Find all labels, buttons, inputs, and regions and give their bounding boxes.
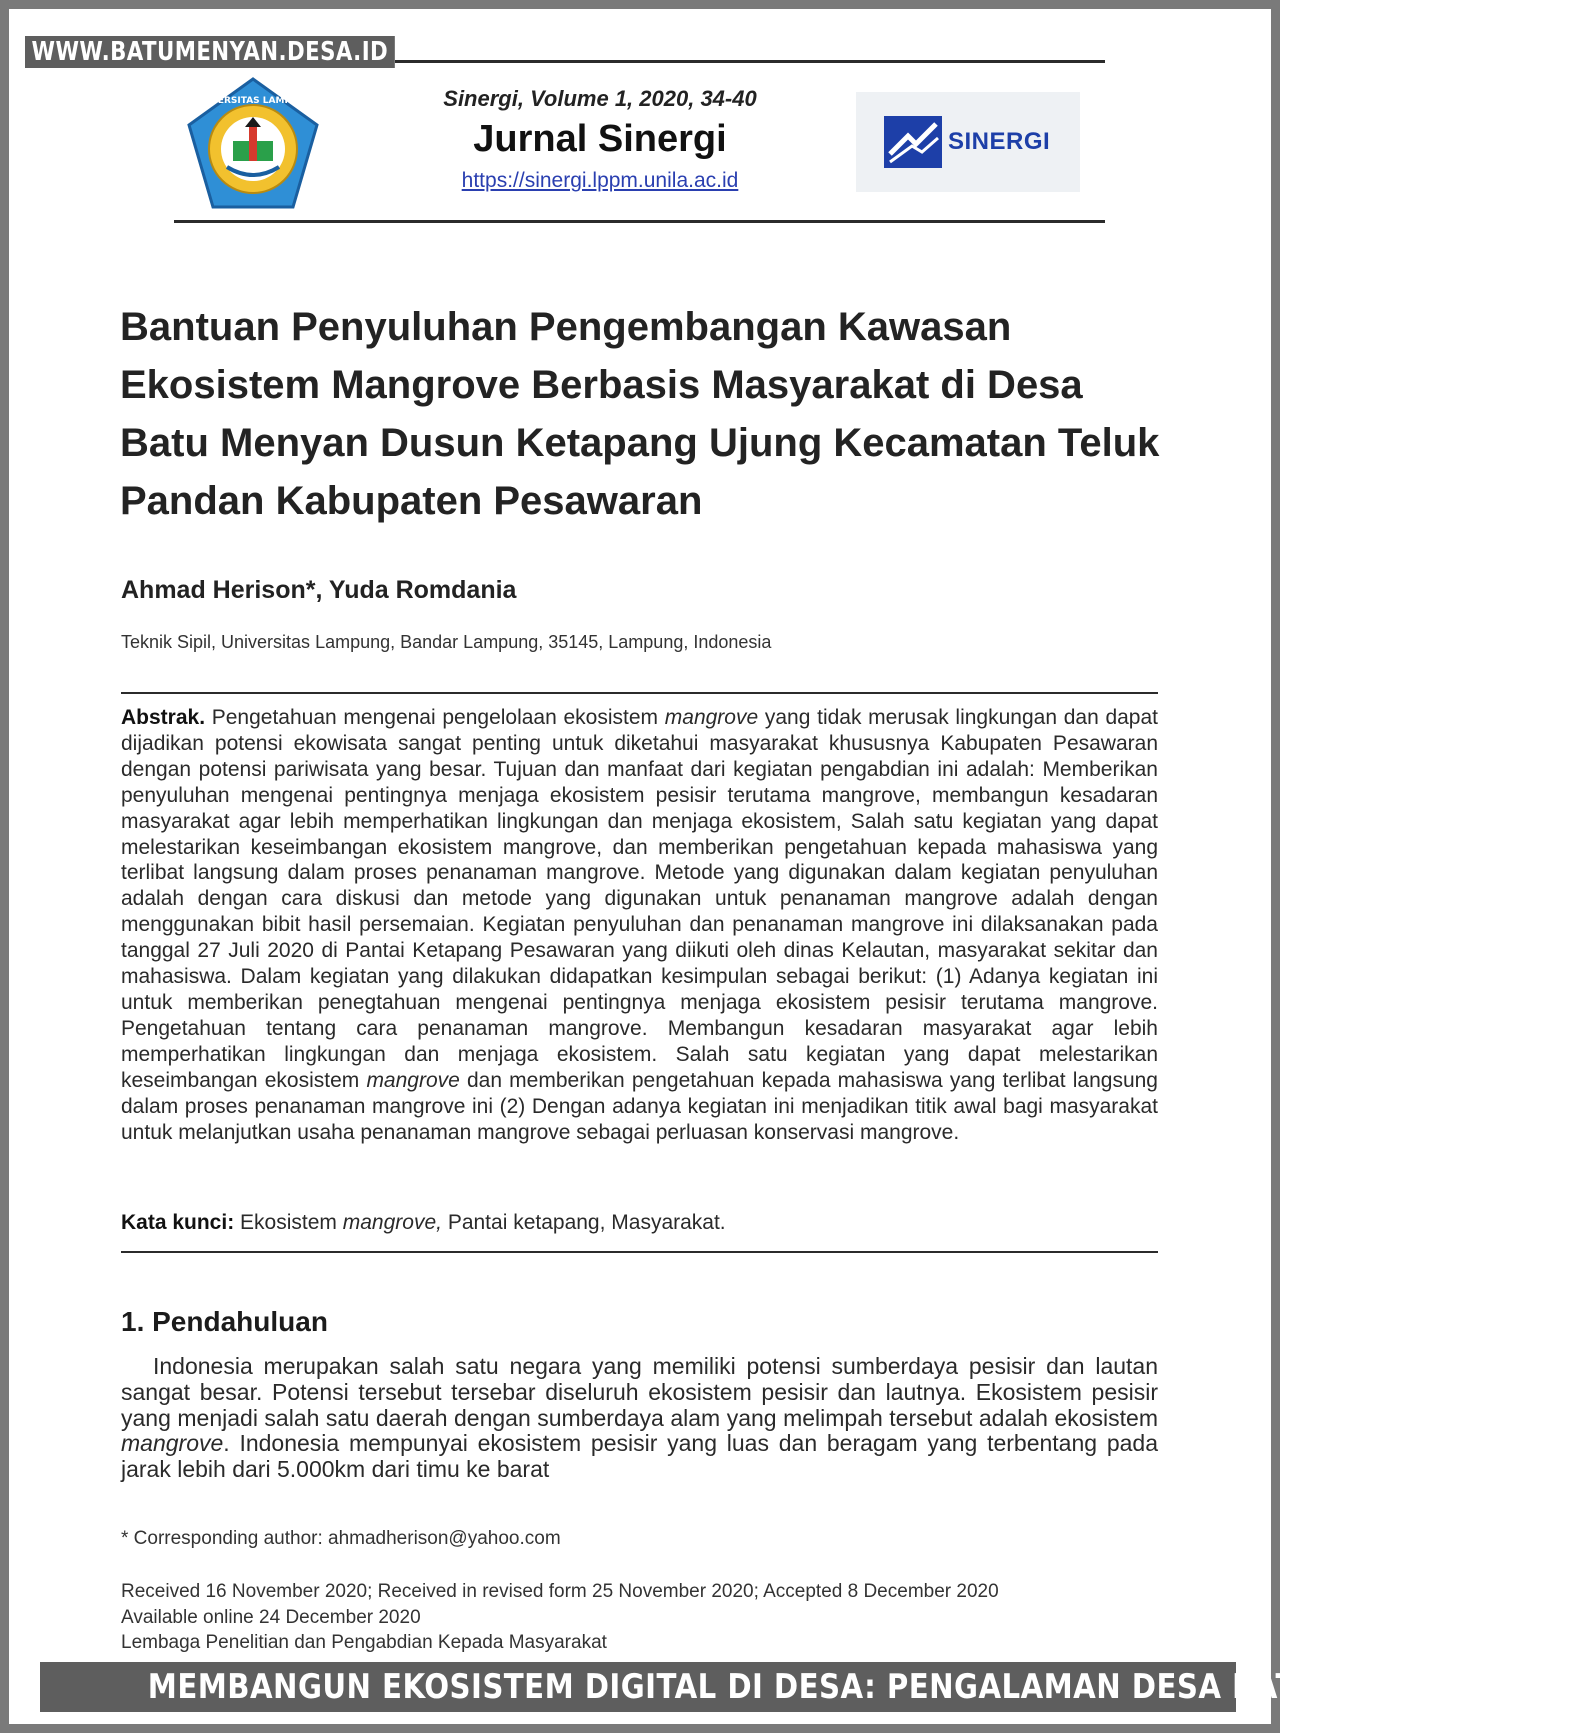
caption-text: MEMBANGUN EKOSISTEM DIGITAL DI DESA: PENGALAMAN DESA BATU MENYAN	[147, 1667, 1473, 1707]
abstract-text-part2: yang tidak merusak lingkungan dan dapat dijadikan potensi ekowisata sangat penting untuk diketahui masyarakat khususnya Kabupaten Pesawaran dengan potensi pariwisata yang besar. Tujuan dan manfaat dari kegiatan pengabdian ini adalah: Memberikan penyuluhan mengenai pentingnya menjaga ekosistem pesisir terutama mangrove, membangun kesadaran masyarakat agar lebih memperhatikan lingkungan dan menjaga ekosistem, Salah satu kegiatan yang dapat melestarikan keseimbangan ekosistem mangrove, dan memberikan pengetahuan kepada mahasiswa yang terlibat langsung dalam proses penanaman mangrove. Metode yang digunakan dalam kegiatan penyuluhan adalah dengan cara diskusi dan metode yang digunakan untuk penanaman mangrove adalah dengan menggunakan bibit hasil persemaian. Kegiatan penyuluhan dan penanaman mangrove ini dilaksanakan pada tanggal 27 Juli 2020 di Pantai Ketapang Pesawaran yang diikuti oleh dinas Kelautan, masyarakat sekitar dan mahasiswa. Dalam kegiatan yang dilakukan didapatkan kesimpulan sebagai berikut: (1) Adanya kegiatan ini untuk memberikan penegtahuan mengenai pentingnya menjaga ekosistem pesisir terutama mangrove. Pengetahuan tentang cara penanaman mangrove. Membangun kesadaran masyarakat agar lebih memperhatikan lingkungan dan menjaga ekosistem. Salah satu kegiatan yang dapat melestarikan keseimbangan ekosistem	[121, 706, 1159, 1092]
section-heading: 1. Pendahuluan	[121, 1306, 328, 1337]
keyword-1: Ekosistem	[240, 1211, 337, 1234]
keyword-2: mangrove,	[342, 1211, 442, 1234]
paper-authors: Ahmad Herison*, Yuda Romdania	[121, 576, 517, 604]
publication-history	[121, 1579, 1161, 1656]
caption-banner	[40, 1662, 1473, 1712]
abstract-rule-top	[121, 692, 1158, 694]
abstract-text-part1: Pengetahuan mengenai pengelolaan ekosistem	[211, 706, 659, 729]
available-online: Available online 24 December 2020	[121, 1606, 421, 1628]
journal-header	[390, 86, 810, 193]
abstract-text-italic2: mangrove	[366, 1068, 460, 1092]
intro-italic: mangrove	[121, 1430, 224, 1457]
received-dates: Received 16 November 2020; Received in revised form 25 November 2020; Accepted 8 December 2020	[121, 1581, 999, 1602]
introduction-text	[121, 1354, 1158, 1483]
author-affiliation: Teknik Sipil, Universitas Lampung, Bandar Lampung, 35145, Lampung, Indonesia	[121, 632, 772, 652]
journal-name: Jurnal Sinergi	[473, 118, 727, 160]
keywords	[121, 1211, 726, 1235]
header-rule-top	[395, 60, 1105, 63]
abstract-rule-bottom	[121, 1251, 1158, 1253]
journal-url-link[interactable]: https://sinergi.lppm.unila.ac.id	[461, 169, 739, 192]
university-logo-text: UNIVERSITAS LAMPUNG	[192, 96, 314, 106]
abstract	[121, 705, 1158, 1145]
abstract-text-italic1: mangrove	[664, 706, 759, 729]
institution: Lembaga Penelitian dan Pengabdian Kepada Masyarakat	[121, 1632, 607, 1653]
corresponding-author-note: * Corresponding author: ahmadherison@yahoo.com	[121, 1528, 561, 1549]
abstract-text-part3: dan memberikan pengetahuan kepada mahasiswa yang terlibat langsung dalam proses penanaman mangrove ini (2) Dengan adanya kegiatan ini menjadikan titik awal bagi masyarakat untuk melanjutkan usaha penanaman mangrove sebagai perluasan konservasi mangrove.	[121, 1068, 1158, 1144]
keywords-label: Kata kunci:	[121, 1211, 235, 1234]
university-logo	[183, 75, 323, 215]
header-rule-bottom	[174, 220, 1105, 223]
keyword-3: Pantai ketapang, Masyarakat.	[447, 1211, 726, 1234]
intro-part2: . Indonesia mempunyai ekosistem pesisir yang luas dan beragam yang terbentang pada jarak lebih dari 5.000km dari timu ke barat	[121, 1430, 1158, 1483]
paper-title: Bantuan Penyuluhan Pengembangan Kawasan Ekosistem Mangrove Berbasis Masyarakat di Desa Batu Menyan Dusun Ketapang Ujung Kecamatan Teluk Pandan Kabupaten Pesawaran	[120, 305, 1160, 523]
journal-meta: Sinergi, Volume 1, 2020, 34-40	[443, 86, 757, 111]
site-watermark: WWW.BATUMENYAN.DESA.ID	[25, 36, 395, 68]
intro-part1: Indonesia merupakan salah satu negara yang memiliki potensi sumberdaya pesisir dan lautan sangat besar. Potensi tersebut tersebar diseluruh ekosistem pesisir dan lautnya. Ekosistem pesisir yang menjadi salah satu daerah dengan sumberdaya alam yang melimpah tersebut adalah ekosistem	[121, 1353, 1158, 1431]
sinergi-logo	[856, 92, 1080, 192]
sinergi-logo-text: SINERGI	[948, 128, 1051, 155]
abstract-label: Abstrak.	[121, 706, 206, 729]
